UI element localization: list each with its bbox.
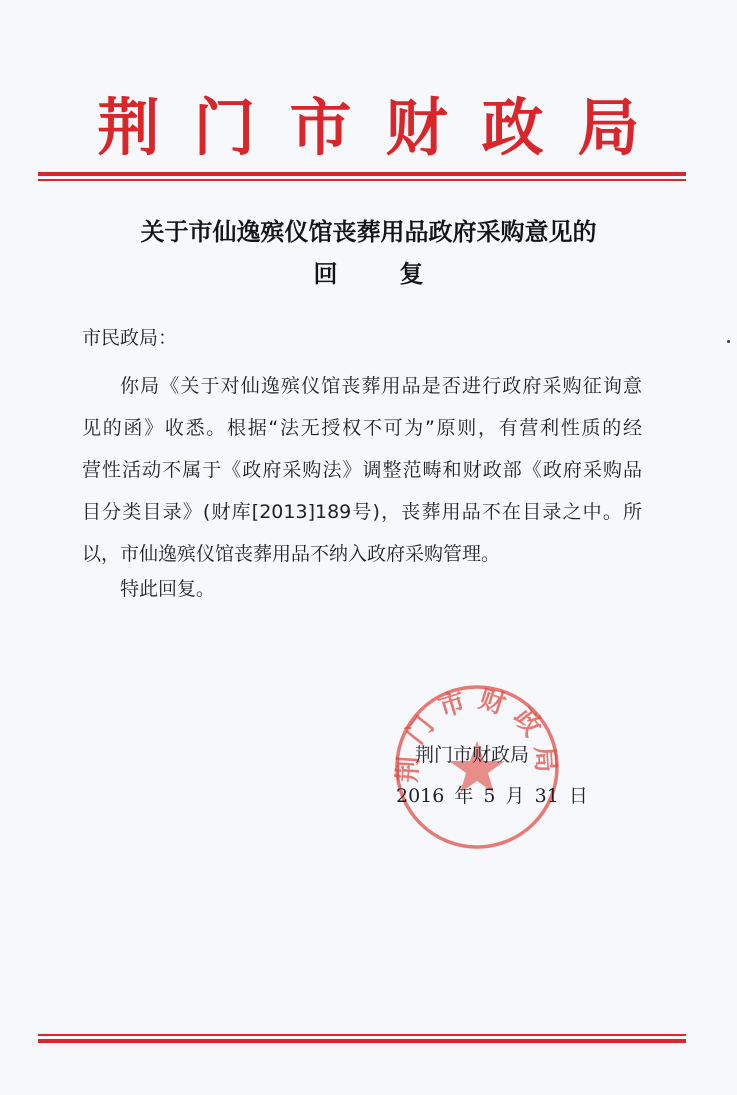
body-line: 以，市仙逸殡仪馆丧葬用品不纳入政府采购管理。	[82, 543, 501, 565]
seal-text: 荆门市财政局	[393, 684, 561, 784]
body-line: 目分类目录》(财库[2013]189号)，丧葬用品不在目录之中。所	[82, 501, 642, 523]
body-line: 见的函》收悉。根据“法无授权不可为”原则，有营利性质的经	[82, 417, 642, 439]
document-title-line-2: 回复	[313, 259, 486, 288]
body-line: 营性活动不属于《政府采购法》调整范畴和财政部《政府采购品	[82, 459, 642, 481]
footer-rule-thin	[38, 1034, 686, 1036]
body-line: 你局《关于对仙逸殡仪馆丧葬用品是否进行政府采购征询意	[120, 375, 642, 397]
masthead-rule-thick	[38, 172, 686, 176]
scan-speck	[727, 340, 730, 343]
masthead-rule-thin	[38, 179, 686, 181]
document-title-line-1: 关于市仙逸殡仪馆丧葬用品政府采购意见的	[140, 217, 597, 246]
signature-date: 2016 年 5 月 31 日	[396, 785, 588, 807]
footer-rule-thick	[38, 1039, 686, 1043]
salutation: 市民政局：	[82, 327, 178, 349]
closing-remark: 特此回复。	[120, 578, 216, 600]
signature-organization: 荆门市财政局	[415, 744, 530, 766]
body-paragraph	[82, 365, 642, 575]
issuer-masthead: 荆门市财政局	[97, 91, 674, 164]
